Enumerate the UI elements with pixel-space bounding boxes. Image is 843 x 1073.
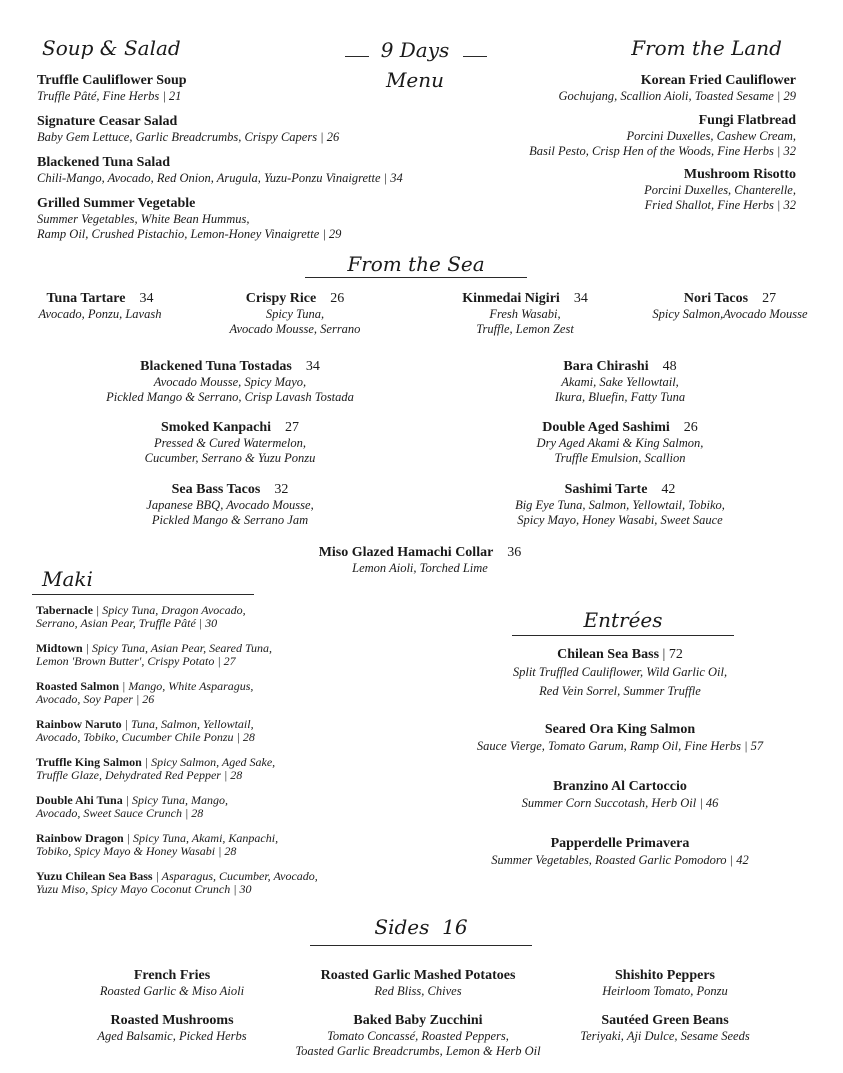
item-desc: | Spicy Tuna, Dragon Avocado,: [92, 603, 246, 617]
item-desc: Pickled Mango & Serrano Jam: [151, 513, 309, 527]
entrees-heading: Entrées: [583, 608, 663, 632]
item-name: Papperdelle Primavera: [550, 836, 690, 851]
item-desc: Teriyaki, Aji Dulce, Sesame Seeds: [580, 1029, 750, 1043]
item-desc: Truffle Emulsion, Scallion: [554, 451, 686, 465]
item-name: Double Ahi Tuna: [36, 793, 123, 807]
item-desc: Tobiko, Spicy Mayo & Honey Wasabi | 28: [36, 844, 237, 858]
item-name: Sautéed Green Beans: [601, 1013, 729, 1028]
maki-item: [36, 832, 278, 858]
sea-item: [10, 290, 190, 322]
item-desc: Lemon 'Brown Butter', Crispy Potato | 27: [36, 654, 236, 668]
entree-item: [440, 834, 800, 868]
item-name: Chilean Sea Bass: [557, 647, 660, 662]
item-desc: Summer Corn Succotash, Herb Oil | 46: [521, 796, 719, 810]
item-name: Truffle Cauliflower Soup: [37, 73, 187, 88]
item-desc: | Asparagus, Cucumber, Avocado,: [152, 869, 318, 883]
sea-item: [50, 358, 410, 405]
item-name: Korean Fried Cauliflower: [640, 73, 796, 88]
item-price: 27: [762, 291, 777, 306]
item-desc: Red Bliss, Chives: [374, 984, 462, 998]
item-price: 34: [573, 291, 588, 306]
maki-item: [36, 680, 253, 706]
salad-item: [37, 154, 403, 186]
land-item: [470, 166, 796, 213]
item-desc: Pressed & Cured Watermelon,: [153, 436, 307, 450]
item-name: Nori Tacos: [683, 291, 749, 306]
item-name: Tuna Tartare: [46, 291, 126, 306]
item-desc: Spicy Salmon,Avocado Mousse: [652, 307, 808, 321]
item-desc: Summer Vegetables, White Bean Hummus,: [37, 212, 250, 226]
item-price: 32: [274, 482, 289, 497]
item-desc: Aged Balsamic, Picked Herbs: [97, 1029, 247, 1043]
maki-item: [36, 794, 228, 820]
sides-heading: [310, 915, 532, 939]
land-heading: From the Land: [631, 36, 782, 60]
item-desc: Red Vein Sorrel, Summer Truffle: [539, 684, 701, 698]
item-name: Sea Bass Tacos: [171, 482, 261, 497]
item-desc: Akami, Sake Yellowtail,: [561, 375, 679, 389]
item-price: 26: [330, 291, 345, 306]
item-desc: Spicy Mayo, Honey Wasabi, Sweet Sauce: [517, 513, 723, 527]
item-price: 27: [285, 420, 300, 435]
side-item: [72, 1012, 272, 1044]
item-desc: Avocado Mousse, Serrano: [229, 322, 361, 336]
sides-price: 16: [442, 915, 468, 939]
item-desc: Lemon Aioli, Torched Lime: [352, 561, 488, 575]
item-name: Rainbow Naruto: [36, 717, 122, 731]
item-desc: Fried Shallot, Fine Herbs | 32: [644, 198, 796, 212]
maki-item: [36, 642, 272, 668]
sea-item: [250, 544, 590, 576]
item-desc: Avocado, Tobiko, Cucumber Chile Ponzu | 28: [36, 730, 255, 744]
item-name: Double Aged Sashimi: [542, 420, 670, 435]
item-price: 36: [507, 545, 522, 560]
item-name: Bara Chirashi: [563, 359, 649, 374]
sea-item: [470, 358, 770, 405]
item-desc: Tomato Concassé, Roasted Peppers,: [327, 1029, 509, 1043]
item-desc: Cucumber, Serrano & Yuzu Ponzu: [144, 451, 316, 465]
title-rule-right: [463, 56, 487, 57]
side-item: [565, 967, 765, 999]
item-name: Fungi Flatbread: [698, 113, 796, 128]
item-desc: | Spicy Tuna, Akami, Kanpachi,: [123, 831, 279, 845]
item-price: 34: [305, 359, 320, 374]
menu-subtitle: Menu: [385, 68, 445, 92]
item-name: Mushroom Risotto: [683, 167, 796, 182]
sides-title: Sides: [374, 915, 430, 939]
item-price: 26: [683, 420, 698, 435]
item-desc: Avocado, Ponzu, Lavash: [38, 307, 162, 321]
item-desc: | Tuna, Salmon, Yellowtail,: [121, 717, 254, 731]
item-name: Sashimi Tarte: [564, 482, 648, 497]
entree-item: [440, 646, 800, 701]
item-desc: Heirloom Tomato, Ponzu: [602, 984, 728, 998]
item-desc: Gochujang, Scallion Aioli, Toasted Sesame | 29: [558, 89, 796, 103]
land-item: [470, 72, 796, 104]
sea-item: [630, 290, 830, 322]
item-desc: Fresh Wasabi,: [489, 307, 561, 321]
sea-item: [205, 290, 385, 337]
item-name: Blackened Tuna Salad: [37, 155, 171, 170]
side-item: [565, 1012, 765, 1044]
item-desc: Chili-Mango, Avocado, Red Onion, Arugula, Yuzu-Ponzu Vinaigrette | 34: [37, 171, 403, 185]
item-name: Truffle King Salmon: [36, 755, 142, 769]
item-desc: Pickled Mango & Serrano, Crisp Lavash Tostada: [106, 390, 354, 404]
item-desc: Roasted Garlic & Miso Aioli: [99, 984, 245, 998]
item-price: 42: [661, 482, 676, 497]
item-name: Kinmedai Nigiri: [462, 291, 560, 306]
item-desc: Avocado, Soy Paper | 26: [36, 692, 155, 706]
item-desc: Summer Vegetables, Roasted Garlic Pomodoro | 42: [491, 853, 749, 867]
item-desc: Dry Aged Akami & King Salmon,: [536, 436, 704, 450]
side-item: [288, 967, 548, 999]
item-price: | 72: [659, 647, 683, 662]
item-desc: | Spicy Salmon, Aged Sake,: [141, 755, 276, 769]
item-price: 48: [662, 359, 677, 374]
entree-item: [440, 777, 800, 811]
maki-rule: [32, 594, 254, 595]
item-name: Blackened Tuna Tostadas: [140, 359, 292, 374]
item-name: Baked Baby Zucchini: [353, 1013, 483, 1028]
item-desc: Yuzu Miso, Spicy Mayo Coconut Crunch | 30: [36, 882, 252, 896]
item-name: Grilled Summer Vegetable: [37, 196, 196, 211]
maki-item: [36, 870, 318, 896]
item-name: Shishito Peppers: [615, 968, 715, 983]
salad-item: [37, 195, 341, 242]
item-name: Smoked Kanpachi: [160, 420, 272, 435]
item-desc: Split Truffled Cauliflower, Wild Garlic Oil,: [512, 665, 728, 679]
item-name: Roasted Mushrooms: [110, 1013, 234, 1028]
entrees-rule: [512, 635, 734, 636]
item-desc: Truffle Pâté, Fine Herbs | 21: [37, 89, 182, 103]
item-desc: Ramp Oil, Crushed Pistachio, Lemon-Honey Vinaigrette | 29: [37, 227, 342, 241]
item-name: Roasted Salmon: [36, 679, 120, 693]
item-desc: Truffle, Lemon Zest: [476, 322, 574, 336]
item-desc: Porcini Duxelles, Cashew Cream,: [626, 129, 796, 143]
maki-item: [36, 756, 275, 782]
sea-item: [50, 481, 410, 528]
item-desc: Avocado Mousse, Spicy Mayo,: [153, 375, 307, 389]
item-desc: Truffle Glaze, Dehydrated Red Pepper | 28: [36, 768, 243, 782]
item-desc: Toasted Garlic Breadcrumbs, Lemon & Herb Oil: [295, 1044, 541, 1058]
entree-item: [440, 720, 800, 754]
item-name: Yuzu Chilean Sea Bass: [36, 869, 153, 883]
sea-item: [435, 290, 615, 337]
item-desc: Serrano, Asian Pear, Truffle Pâté | 30: [36, 616, 218, 630]
sea-heading: From the Sea: [347, 252, 485, 276]
maki-item: [36, 604, 246, 630]
item-name: Roasted Garlic Mashed Potatoes: [320, 968, 516, 983]
item-name: French Fries: [133, 968, 211, 983]
salad-item: [37, 113, 339, 145]
item-name: Miso Glazed Hamachi Collar: [318, 545, 494, 560]
side-item: [72, 967, 272, 999]
sea-item: [470, 481, 770, 528]
item-name: Branzino Al Cartoccio: [553, 779, 687, 794]
sea-rule: [305, 277, 527, 278]
side-item: [268, 1012, 568, 1059]
soup-salad-heading: Soup & Salad: [42, 36, 181, 60]
item-price: 34: [139, 291, 154, 306]
item-desc: Basil Pesto, Crisp Hen of the Woods, Fine Herbs | 32: [529, 144, 796, 158]
maki-item: [36, 718, 255, 744]
item-desc: | Spicy Tuna, Asian Pear, Seared Tuna,: [82, 641, 272, 655]
sea-item: [470, 419, 770, 466]
item-desc: | Spicy Tuna, Mango,: [122, 793, 229, 807]
item-desc: Baby Gem Lettuce, Garlic Breadcrumbs, Crispy Capers | 26: [37, 130, 340, 144]
item-desc: Ikura, Bluefin, Fatty Tuna: [554, 390, 686, 404]
item-desc: Avocado, Sweet Sauce Crunch | 28: [36, 806, 204, 820]
item-name: Crispy Rice: [245, 291, 317, 306]
item-desc: Porcini Duxelles, Chanterelle,: [644, 183, 796, 197]
item-name: Rainbow Dragon: [36, 831, 124, 845]
item-name: Midtown: [36, 641, 83, 655]
item-name: Signature Ceasar Salad: [37, 114, 178, 129]
item-desc: Sauce Vierge, Tomato Garum, Ramp Oil, Fine Herbs | 57: [476, 739, 764, 753]
soup-item: [37, 72, 187, 104]
sides-rule: [310, 945, 532, 946]
item-name: Tabernacle: [36, 603, 93, 617]
maki-heading: Maki: [42, 567, 93, 591]
land-item: [470, 112, 796, 159]
item-name: Seared Ora King Salmon: [544, 722, 696, 737]
item-desc: Japanese BBQ, Avocado Mousse,: [146, 498, 314, 512]
item-desc: | Mango, White Asparagus,: [119, 679, 254, 693]
menu-title: 9 Days: [380, 38, 450, 62]
sea-item: [50, 419, 410, 466]
item-desc: Spicy Tuna,: [265, 307, 325, 321]
item-desc: Big Eye Tuna, Salmon, Yellowtail, Tobiko,: [515, 498, 725, 512]
